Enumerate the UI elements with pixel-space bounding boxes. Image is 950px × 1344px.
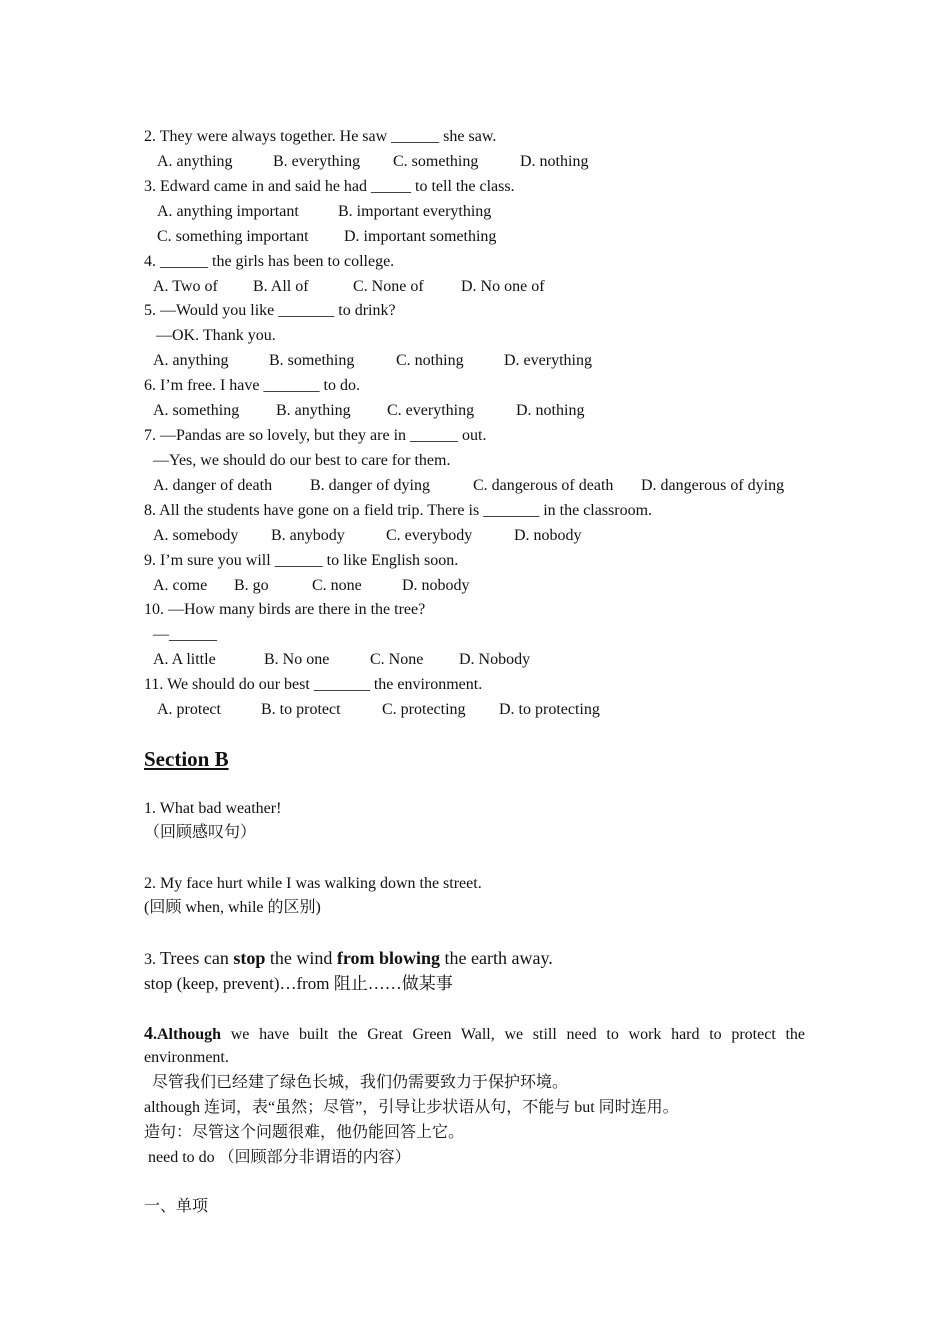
section-b-item-4 bbox=[144, 1021, 805, 1047]
section-b-heading: Section B bbox=[144, 747, 229, 771]
option-a: A. danger of death bbox=[153, 477, 273, 494]
question-7-stem: 7. —Pandas are so lovely, but they are in ______ out. bbox=[144, 427, 487, 444]
option-c: C. None bbox=[370, 651, 424, 668]
question-3-stem: 3. Edward came in and said he had _____ to tell the class. bbox=[144, 178, 515, 195]
option-b: B. important everything bbox=[338, 203, 492, 220]
option-a: A. anything bbox=[157, 153, 233, 170]
option-a: A. Two of bbox=[153, 278, 218, 295]
option-d: D. to protecting bbox=[499, 701, 600, 718]
question-7-reply: —Yes, we should do our best to care for them. bbox=[153, 452, 451, 469]
option-b: B. anybody bbox=[271, 527, 345, 544]
section-b-item-4-exercise: 造句：尽管这个问题很难，他仍能回答上它。 bbox=[144, 1124, 465, 1141]
question-5-reply: —OK. Thank you. bbox=[156, 327, 276, 344]
option-c: C. dangerous of death bbox=[473, 477, 614, 494]
option-d: D. nobody bbox=[514, 527, 582, 544]
option-a: A. anything important bbox=[157, 203, 299, 220]
option-b: B. All of bbox=[253, 278, 309, 295]
option-a: A. somebody bbox=[153, 527, 239, 544]
footer-heading: 一、单项 bbox=[144, 1198, 209, 1215]
option-d: D. nothing bbox=[516, 402, 585, 419]
question-4-stem: 4. ______ the girls has been to college. bbox=[144, 253, 395, 270]
section-b-item-4-translation: 尽管我们已经建了绿色长城，我们仍需要致力于保护环境。 bbox=[152, 1074, 569, 1091]
question-9-stem: 9. I’m sure you will ______ to like English soon. bbox=[144, 552, 459, 569]
question-10-reply: —______ bbox=[153, 626, 217, 643]
option-b: B. something bbox=[269, 352, 355, 369]
option-a: A. something bbox=[153, 402, 240, 419]
option-d: D. dangerous of dying bbox=[641, 477, 785, 494]
item-3-number: 3. bbox=[144, 951, 160, 968]
item-3-keyword-from-blowing: from blowing bbox=[336, 948, 441, 968]
section-b-item-4-explanation: although 连词，表“虽然；尽管”，引导让步状语从句，不能与 but 同时连用。 bbox=[144, 1099, 679, 1116]
option-d: D. nobody bbox=[402, 577, 470, 594]
question-6-stem: 6. I’m free. I have _______ to do. bbox=[144, 377, 360, 394]
question-8-stem: 8. All the students have gone on a field trip. There is _______ in the classroom. bbox=[144, 502, 653, 519]
option-c: C. nothing bbox=[396, 352, 464, 369]
question-11-stem: 11. We should do our best _______ the environment. bbox=[144, 676, 483, 693]
option-c: C. something bbox=[393, 153, 479, 170]
option-a: A. protect bbox=[157, 701, 221, 718]
section-b-item-1: 1. What bad weather! bbox=[144, 800, 282, 817]
option-c: C. protecting bbox=[382, 701, 466, 718]
option-b: B. to protect bbox=[261, 701, 341, 718]
option-b: B. everything bbox=[273, 153, 361, 170]
question-5-stem: 5. —Would you like _______ to drink? bbox=[144, 302, 396, 319]
option-b: B. go bbox=[234, 577, 269, 594]
item-3-text-post: the earth away. bbox=[440, 948, 553, 968]
item-4-number: 4 bbox=[144, 1023, 153, 1043]
item-4-text: we have built the Great Green Wall, we still need to work hard to protect the bbox=[221, 1026, 805, 1043]
option-b: B. anything bbox=[276, 402, 351, 419]
item-3-text-mid: the wind bbox=[265, 948, 337, 968]
option-c: C. everybody bbox=[386, 527, 473, 544]
section-b-item-4-tail: environment. bbox=[144, 1049, 229, 1066]
question-2-stem: 2. They were always together. He saw ______ she saw. bbox=[144, 128, 497, 145]
option-c: C. something important bbox=[157, 228, 309, 245]
item-3-text-pre: Trees can bbox=[160, 948, 234, 968]
option-d: D. Nobody bbox=[459, 651, 531, 668]
option-d: D. No one of bbox=[461, 278, 545, 295]
option-a: A. anything bbox=[153, 352, 229, 369]
option-d: D. everything bbox=[504, 352, 592, 369]
section-b-item-1-note: （回顾感叹句） bbox=[144, 824, 257, 841]
option-a: A. come bbox=[153, 577, 208, 594]
option-c: C. everything bbox=[387, 402, 475, 419]
item-4-keyword-although: .Although bbox=[153, 1026, 222, 1043]
section-b-item-2-note: (回顾 when, while 的区别) bbox=[144, 899, 321, 916]
section-b-item-3 bbox=[144, 947, 553, 970]
section-b-item-3-note: stop (keep, prevent)…from 阻止……做某事 bbox=[144, 974, 453, 993]
section-b-item-4-need-to: need to do （回顾部分非谓语的内容） bbox=[148, 1149, 411, 1166]
option-c: C. none bbox=[312, 577, 362, 594]
option-c: C. None of bbox=[353, 278, 424, 295]
option-b: B. danger of dying bbox=[310, 477, 430, 494]
question-10-stem: 10. —How many birds are there in the tree? bbox=[144, 601, 426, 618]
option-d: D. important something bbox=[344, 228, 497, 245]
option-b: B. No one bbox=[264, 651, 330, 668]
section-b-item-2: 2. My face hurt while I was walking down the street. bbox=[144, 875, 482, 892]
item-3-keyword-stop: stop bbox=[233, 948, 266, 968]
option-d: D. nothing bbox=[520, 153, 589, 170]
option-a: A. A little bbox=[153, 651, 216, 668]
